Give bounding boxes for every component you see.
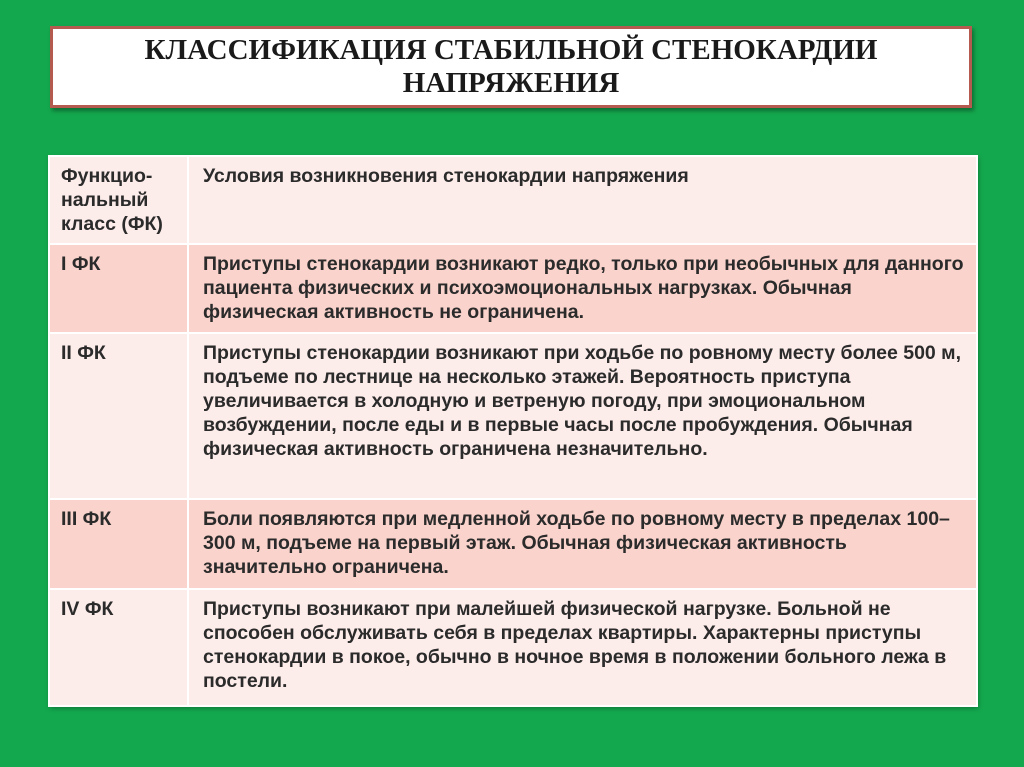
classification-table-wrapper xyxy=(48,155,976,705)
fc-description: Приступы стенокардии возникают редко, только при необычных для данного пациента физических и психоэмоциональных нагрузках. Обычная физическая активность не ограничена. xyxy=(188,244,977,333)
fc-description: Боли появляются при медленной ходьбе по ровному месту в пределах 100–300 м, подъеме на первый этаж. Обычная физическая активность значительно ограничена. xyxy=(188,499,977,589)
header-functional-class: Функцио-нальный класс (ФК) xyxy=(49,156,188,244)
fc-label: II ФК xyxy=(49,333,188,499)
slide-title-line-2: НАПРЯЖЕНИЯ xyxy=(402,67,620,99)
table-row-fc2 xyxy=(49,333,977,499)
slide-title-line-1: КЛАССИФИКАЦИЯ СТАБИЛЬНОЙ СТЕНОКАРДИИ xyxy=(144,34,878,66)
fc-label: III ФК xyxy=(49,499,188,589)
fc-label: I ФК xyxy=(49,244,188,333)
slide-title-box xyxy=(50,26,972,108)
classification-table xyxy=(48,155,978,707)
table-row-fc4 xyxy=(49,589,977,706)
table-header-row xyxy=(49,156,977,244)
header-conditions: Условия возникновения стенокардии напряжения xyxy=(188,156,977,244)
fc-description: Приступы стенокардии возникают при ходьбе по ровному месту более 500 м, подъеме по лестнице на несколько этажей. Вероятность приступа увеличивается в холодную и ветреную погоду, при эмоциональном возбуждении, после еды и в первые часы после пробуждения. Обычная физическая активность ограничена незначительно. xyxy=(188,333,977,499)
table-row-fc1 xyxy=(49,244,977,333)
slide-title xyxy=(71,34,951,100)
table-row-fc3 xyxy=(49,499,977,589)
fc-label: IV ФК xyxy=(49,589,188,706)
fc-description: Приступы возникают при малейшей физической нагрузке. Больной не способен обслуживать себя в пределах квартиры. Характерны приступы стенокардии в покое, обычно в ночное время в положении больного лежа в постели. xyxy=(188,589,977,706)
